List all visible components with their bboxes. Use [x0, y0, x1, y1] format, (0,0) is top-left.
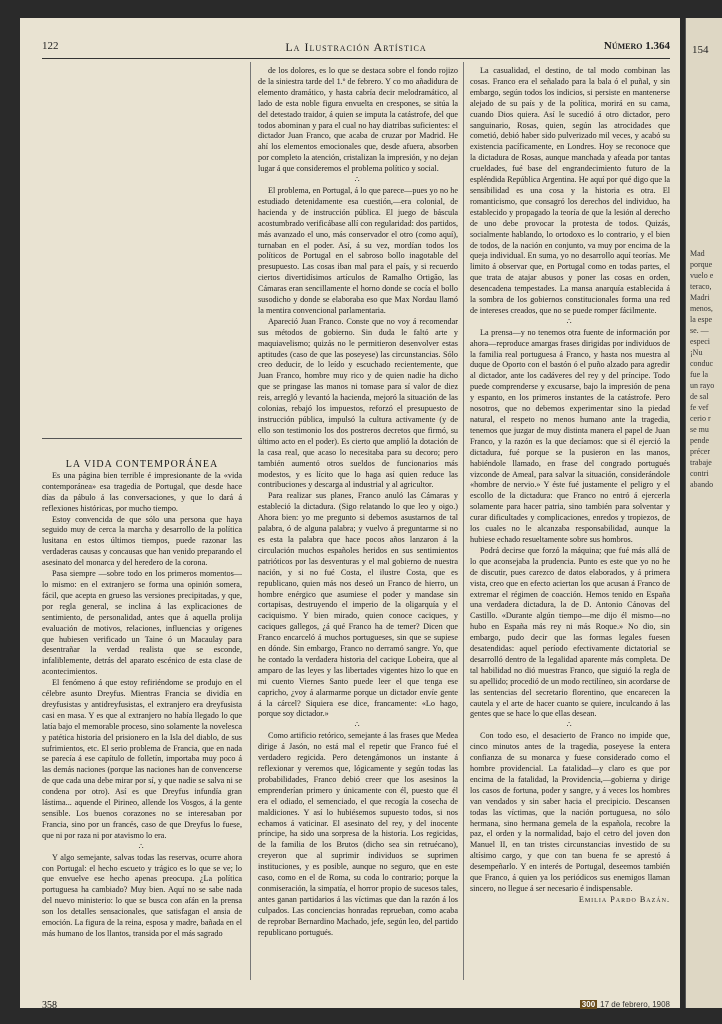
section-title: LA VIDA CONTEMPORÁNEA — [65, 459, 219, 470]
adjacent-page-line: fe vef — [690, 403, 709, 412]
adjacent-page-line: abando — [690, 480, 714, 489]
section-ornament: ∴ — [566, 720, 574, 730]
paragraph: La casualidad, el destino, de tal modo combinan las cosas. Franco era el señalado para la bala ó el puñal, y sin embargo, según todos los indicios, si persiste en mantenerse alejado de su país y de la política, morirá en su cama, cuando Dios quiera. Así le sucedió á otro dictador, pero sanguinario, Rosas, quien, según las atrocidades que cometió, debió haber sido pulverizado mil veces, y acabó su existencia pacíficamente, en Londres. Hoy se reconoce que la dictadura de Rosas, aunque manchada y afeada por tantas crueldades, fué base del engrandecimiento futuro de la espléndida República Argentina. He aquí por qué digo que la sensibilidad es una cosa y la historia es otra. El romanticismo, que consagró los derechos del individuo, ha establecido y propagado la teoría de que la lesión al derecho de uno debe provocar la protesta de todos. Quizás, socialmente hablando, lo ortodoxo es lo contrario, y el bien de todos, de la nación en conjunto, va muy por encima de la queja individual. En suma, yo no desarrollo aquí teorías. Me limito á observar que, en Portugal como en todas partes, el que trata de atajar abusos y poner las cosas en orden, desencadena tempestades. La mansa anarquía establecida á la sombra de los gobiernos constitucionales forma una red de intereses creados, que no se puede romper fácilmente. — [470, 66, 670, 315]
paragraph: Con todo eso, el desacierto de Franco no impide que, cinco minutos antes de la tragedia, poseyese la entera confianza de su monarca y fuese considerado como el hombre providencial. La fatalidad—y claro es que por encima de la fatalidad, la Providencia,—gobierna y dirige los casos de fortuna, poder y sangre, y á veces los hombres van vendados y sin saber hacia el precipicio. Descansen todas las víctimas, que la nación portuguesa, no sólo hermana, sino hermana gemela de la española, recobre la paz, el orden y la normalidad, bajo el cetro del joven don Manuel II, en tan tristes circunstancias investido de su altísimo cargo, y que con tan buena fe se aprestó á desempeñarlo. Y en interés de Portugal, deseemos también que Franco, á quien ya los periódicos sus enemigos llaman sincero, no llegue á ser necesario é indispensable. — [470, 731, 670, 893]
paragraph: Es una página bien terrible é impresionante de la «vida contemporánea» esa tragedia de Portugal, que desde hace días da pábulo á las conversaciones, y que lo dará á reflexiones históricas, por mucho tiempo. — [42, 470, 242, 513]
column-divider — [250, 62, 251, 980]
paragraph: Estoy convencida de que sólo una persona que haya seguido muy de cerca la marcha y desarrollo de la política lusitana en estos últimos tiempos, puede razonar las verdaderas causas y concausas que han venido preparando el asesinato del monarca y del heredero de la corona. — [42, 514, 242, 568]
adjacent-page-line: especi — [690, 337, 710, 346]
paragraph: Podrá decirse que forzó la máquina; que fué más allá de lo que aconsejaba la prudencia. Punto es este que yo no he de discutir, pues carezco de datos elaborados, y á primera vista, creo que en efecto aciertan los que acusan á Franco de extremar el régimen de coacción. Hemos tenido en España una verdadera dictadura, la de D. Antonio Cánovas del Castillo. «Durante algún tiempo—me dijo él mismo—no hubo en España más rey ni más Roque.» No dio, sin embargo, pudo decir que las formas legales fuesen desatendidas: aquel período efectivamente dictatorial se desarrolló dentro de la legalidad aparente más completa. De tal habilidad no dió muestras Franco, que siguió la regla de su apellido; procedió de un modo rectilíneo, sin acordarse de las sentencias del secretario florentino, que encarecen la cautela y el arte de hacer cuanto se quiere, inculcando á las gentes que se hace lo que ellas desean. — [470, 545, 670, 719]
adjacent-page-text — [690, 248, 722, 490]
adjacent-page-line: cerio r — [690, 414, 711, 423]
adjacent-page-edge — [685, 18, 722, 1008]
adjacent-page-line: porque — [690, 260, 713, 269]
masthead: La Ilustración Artística — [285, 40, 427, 54]
adjacent-page-line: conduc — [690, 359, 714, 368]
paragraph: El fenómeno á que estoy refiriéndome se produjo en el célebre asunto Dreyfus. Mientras Francia se dividía en dreyfusistas y antidreyfusistas, el extranjero era dreyfusista casi en masa. Y es que al extranjero no había llegado lo que latía bajo el memorable proceso, sino solamente la novelesca y patética historia del prisionero en la Isla del diablo, de sus sufrimientos, etc. El serio problema de Francia, que en nada se parecía á ese capítulo de folletín, importaba muy poco á las demás naciones (porque las naciones han de convencerse de que cada una debe mirar por sí, y que nadie se salva ni se condena por otro). Así es que Dreyfus infundía gran lástima... aquende el Pirineo, allende los Vosgos, á la gente sensible. Los buenos corazones no se interesaban por Francia, sino por un francés, caso de que Dreyfus lo fuese, que ni por raza ni por atavismo lo era. — [42, 678, 242, 840]
paragraph: de los dolores, es lo que se destaca sobre el fondo rojizo de la siniestra tarde del 1.º de febrero. Y co mo añadidura de elemento dramático, y hasta cabría decir melodramático, al lado de esta noble figura envuelta en crespones, se sitúa la del detestado traidor, á quien se imputa la catástrofe, del que todos abominan y para el cual no hay diatribas suficientes: el dictador Juan Franco, que acaba de cruzar por Madrid. He ahí los elementos emocionales que, desde afuera, absorben por completo la atención, cristalizan la impresión, y no dejan lugar á que consideremos el problema político y social. — [258, 66, 458, 174]
adjacent-page-line: menos, — [690, 304, 713, 313]
footer-date-text: 17 de febrero, 1908 — [600, 1000, 670, 1009]
adjacent-page-number: 154 — [692, 44, 709, 56]
paragraph: Como artificio retórico, semejante á las frases que Medea dirige á Jasón, no está mal el repetir que Franco fué el verdadero regicida. Pero detengámonos un instante á reflexionar y veremos que, lógicamente y según todas las probabilidades, Franco debió creer que los asesinos la emprenderían primero y únicamente con él, puesto que él era el odiado, el semenciado, el que recogía la cosecha de maldiciones. Y así lo hubiésemos supuesto todos, si nos echamos á vaticinar. El asesinato del rey, y del inocente príncipe, ha sido una sorpresa de la historia. Los regicidas, de la familia de los Brutos (dicho sea sin retruécano), creyeron que al suprimir individuos se suprimen instituciones, y es posible, aunque no seguro, que en este caso, como en el de Roma, su coda lo contrario; porque la conmiseración, la simpatía, el horror propio de sucesos tales, antes ganan partidarios á las víctimas que dan la razón á los culpados. Las conciencias honradas reprueban, como acaba de reprobar Bernardino Machado, jefe, según leo, del partido republicano portugués. — [258, 731, 458, 937]
paragraph: El problema, en Portugal, á lo que parece—pues yo no he estudiado detenidamente esa cuestión,—era colonial, de hacienda y de instrucción pública. El juego de báscula acostumbrado verificábase allí con regularidad: dos partidos, más avanzado el uno, más conservador el otro (como aquí), turnaban en el poder. Así, á su vez, mordían todos los políticos de Portugal en el sabroso bollo inagotable del presupuesto. Las cosas iban mal para el país, y si recuerdo ciertos divertidísimos artículos de Ramalho Ortigão, las Cámaras eran sencillamente el horno donde se cocía el bollo susodicho y donde se elaboraba eso que Max Nordau llamó la mentira convencional parlamentaria. — [258, 185, 458, 315]
author-signature: Emilia Pardo Bazán. — [578, 894, 670, 904]
adjacent-page-line: un rayo — [690, 381, 715, 390]
footer-page-number: 358 — [42, 1000, 57, 1011]
adjacent-page-line: de sal — [690, 392, 709, 401]
adjacent-page-line: trabaje — [690, 458, 712, 467]
adjacent-page-line: vuelo e — [690, 271, 714, 280]
adjacent-page-line: la espe — [690, 315, 712, 324]
column-2 — [258, 66, 458, 939]
page-number: 122 — [42, 40, 59, 52]
page-header — [42, 40, 670, 56]
section-ornament: ∴ — [566, 316, 574, 326]
section-separator — [42, 438, 242, 439]
adjacent-page-line: fue la — [690, 370, 708, 379]
adjacent-page-line: se. — — [690, 326, 709, 335]
adjacent-page-line: ¡Nu — [690, 348, 703, 357]
adjacent-page-line: Madri — [690, 293, 710, 302]
column-3 — [470, 66, 670, 906]
paragraph: Apareció Juan Franco. Conste que no voy á recomendar sus métodos de gobierno. Sin duda le faltó arte y maquiavelismo; quizás no le permitieron desenvolver estas aptitudes (caso de que las poseyese) las circunstancias. Sólo creo deducir, de lo leído y escuchado recientemente, que Juan Franco, hombre muy rico y de quien nadie ha dicho que se pringase las manos ni tomase para sí valor de diez reis, arregló y levantó la hacienda, mejoró la situación de las colonias, rebajó los impuestos, reforzó el presupuesto de instrucción pública, impulsó la cultura activamente (y de ello son testimonio los dos postreros decretos que firmó, su último acto en el poder). Es cierto que amplió la dotación de la casa real, que acaso lo necesitaba para su decoro; pero también aumentó otros sueldos de funcionarios más modestos, y es lícito que lo haga así quien reduce las contribuciones y descarga al industrial y al agricultor. — [258, 316, 458, 490]
adjacent-page-line: teraco, — [690, 282, 712, 291]
footer-badge: 300 — [581, 1000, 596, 1009]
section-ornament: ∴ — [354, 175, 362, 185]
paragraph: La prensa—y no tenemos otra fuente de información por ahora—reproduce amargas frases dirigidas por individuos de la familia real portuguesa á Franco, y hasta nos muestra al duque de Oporto con el bastón ó el puño alzado para agredir al dictador, ante los cadáveres del rey y del príncipe. Todo puede comprenderse y excusarse, bajo la impresión de pena y espanto, en los primeros instantes de la catástrofe. Pero nosotros, que no debemos experimentar sino la piedad natural, el respeto no menos humano ante la tragedia, tenemos que juzgar de muy distinta manera el papel de Juan Franco, y la razón es la que decíamos: que si él ejerció la dictadura, fué porque se la pusieron en las manos, habiéndole llamado, en frase del congrado portugués vizconde de Ameal, para salvar la situación, considerándole «hombre de nervio.» Y éste fué justamente el peligro y el escollo de la dictadura: que Franco no entró á ejercerla solamente para hacer patria, sino también para solventar y curar dificultades y complicaciones, enredos y tropiezos, de los cuales no le alcanzaba responsabilidad, aunque la hubiese echado resueltamente sobre sus hombros. — [470, 327, 670, 544]
section-ornament: ∴ — [138, 841, 146, 851]
section-ornament: ∴ — [354, 720, 362, 730]
page-footer — [42, 1000, 670, 1014]
adjacent-page-line: contri — [690, 469, 709, 478]
adjacent-page-line: précer — [690, 447, 710, 456]
issue-number: Número 1.364 — [603, 40, 670, 52]
footer-date — [580, 1000, 670, 1009]
paragraph: Para realizar sus planes, Franco anuló las Cámaras y estableció la dictadura. (Sigo relatando lo que leo y oigo.) Ahora bien: yo me pregunto si debemos asustarnos de tal palabra, ó de alguna palabra; y vuelvo á preguntarme si no es esta la palabra que hace pocos años lanzaron á la circulación muchos españoles heridos en sus sentimientos patrióticos por las desventuras y el mal gobierno de nuestra nación, y si no fué Costa, el ilustre Costa, que es republicano, quien más nos deseó un Franco de hierro, un hombre enérgico que asumiese el poder y mandase sin cortapisas, destruyendo el imperio de la oligarquía y el caciquismo. Y bien mirado, quien conoce caciques, y caciques gallegos, ¿á qué Franco ha de temer? Dicen que Franco encarceló á muchos portugueses, sin que se supiese en dónde. Sin embargo, Franco no derramó sangre. Yo, que he contado la verdadera historia del cacique Lobeira, que al amparo de las leyes y las libertades vigentes hizo lo que en mi cuento Viernes Santo puede leer el que tenga ese capricho, ¿voy á alarmarme porque un dictador envíe gente á la cárcel? Siquiera ese dice, francamente: «Lo hago, porque soy dictador.» — [258, 491, 458, 719]
adjacent-page-line: se mu — [690, 425, 709, 434]
column-divider — [463, 62, 464, 980]
column-1 — [42, 460, 242, 940]
paragraph: Pasa siempre —sobre todo en los primeros momentos—lo mismo: en el extranjero se forma una opinión somera, fácil, que acepta en grueso las versiones precipitadas, y que, por regla general, se inclina á las explicaciones de sentimiento, de personalidad, antes que á aquella prolija evaluación de motivos, relaciones, influencias y orígenes que hubiesen verificado un Taine ó un Macaulay para desentrañar la verdad realista que se esconde, infaliblemente, detrás del aparato escénico de esta clase de acontecimientos. — [42, 569, 242, 677]
header-rule — [42, 58, 670, 59]
paragraph: Y algo semejante, salvas todas las reservas, ocurre ahora con Portugal: el hecho escueto y trágico es lo que se ve; lo que envuelve ese hecho apenas preocupa. ¿La política portuguesa ha cambiado? Muy bien. Aquí no se sabe nada del nuevo ministerio: lo que se busca con afán en la prensa son los detalles sensacionales, que satisfagan el ansia de emoción. La figura de la reina, esposa y madre, bañada en el más humano de los llantos, transida por el más sagrado — [42, 852, 242, 938]
adjacent-page-line: pende — [690, 436, 710, 445]
adjacent-page-line: Mad — [690, 249, 705, 258]
